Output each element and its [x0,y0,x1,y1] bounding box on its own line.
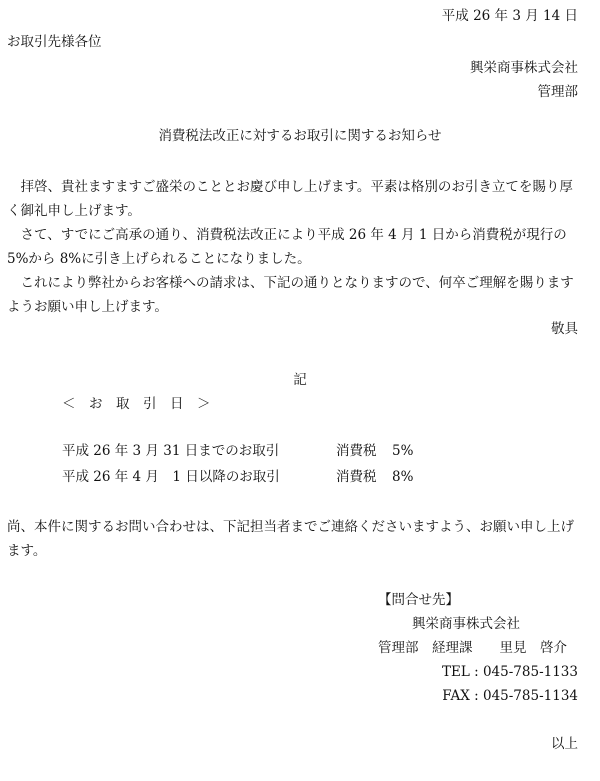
paragraph-tax-change: さて、すでにご高承の通り、消費税法改正により平成 26 年 4 月 1 日から消費税が現行の 5%から 8%に引き上げられることになりました。 [7,227,567,267]
recipient-line: お取引先様各位 [7,34,102,50]
contact-person: 管理部 経理課 里見 啓介 [378,640,567,656]
rate-period: 平成 26 年 4 月 1 日以降のお取引 [62,469,280,485]
paragraph-greeting: 拝啓、貴社ますますご盛栄のこととお慶び申し上げます。平素は格別のお引き立てを賜り厚く御礼申し上げます。 [7,179,573,219]
document-title: 消費税法改正に対するお取引に関するお知らせ [158,128,442,144]
rate-value: 8% [392,469,414,485]
rate-value: 5% [392,443,414,459]
contact-company: 興栄商事株式会社 [412,616,520,632]
end-mark: 以上 [551,736,578,752]
rate-tax-label: 消費税 [336,443,377,459]
inquiry-note: 尚、本件に関するお問い合わせは、下記担当者までご連絡くださいますよう、お願い申し上げます。 [7,519,574,559]
document-date: 平成 26 年 3 月 14 日 [441,8,578,24]
sender-department: 管理部 [537,84,578,100]
paragraph-request: これにより弊社からお客様への請求は、下記の通りとなりますので、何卒ご理解を賜りますようお願い申し上げます。 [7,275,574,315]
contact-fax: FAX : 045-785-1134 [442,688,578,704]
rate-period: 平成 26 年 3 月 31 日までのお取引 [62,443,280,459]
transaction-date-heading: ＜ お 取 引 日 ＞ [62,396,211,412]
contact-tel: TEL : 045-785-1133 [442,664,578,680]
sender-company: 興栄商事株式会社 [470,60,578,76]
closing-keigu: 敬具 [551,321,578,337]
contact-heading: 【問合せ先】 [378,592,459,608]
rate-tax-label: 消費税 [336,469,377,485]
ki-heading: 記 [293,372,307,388]
